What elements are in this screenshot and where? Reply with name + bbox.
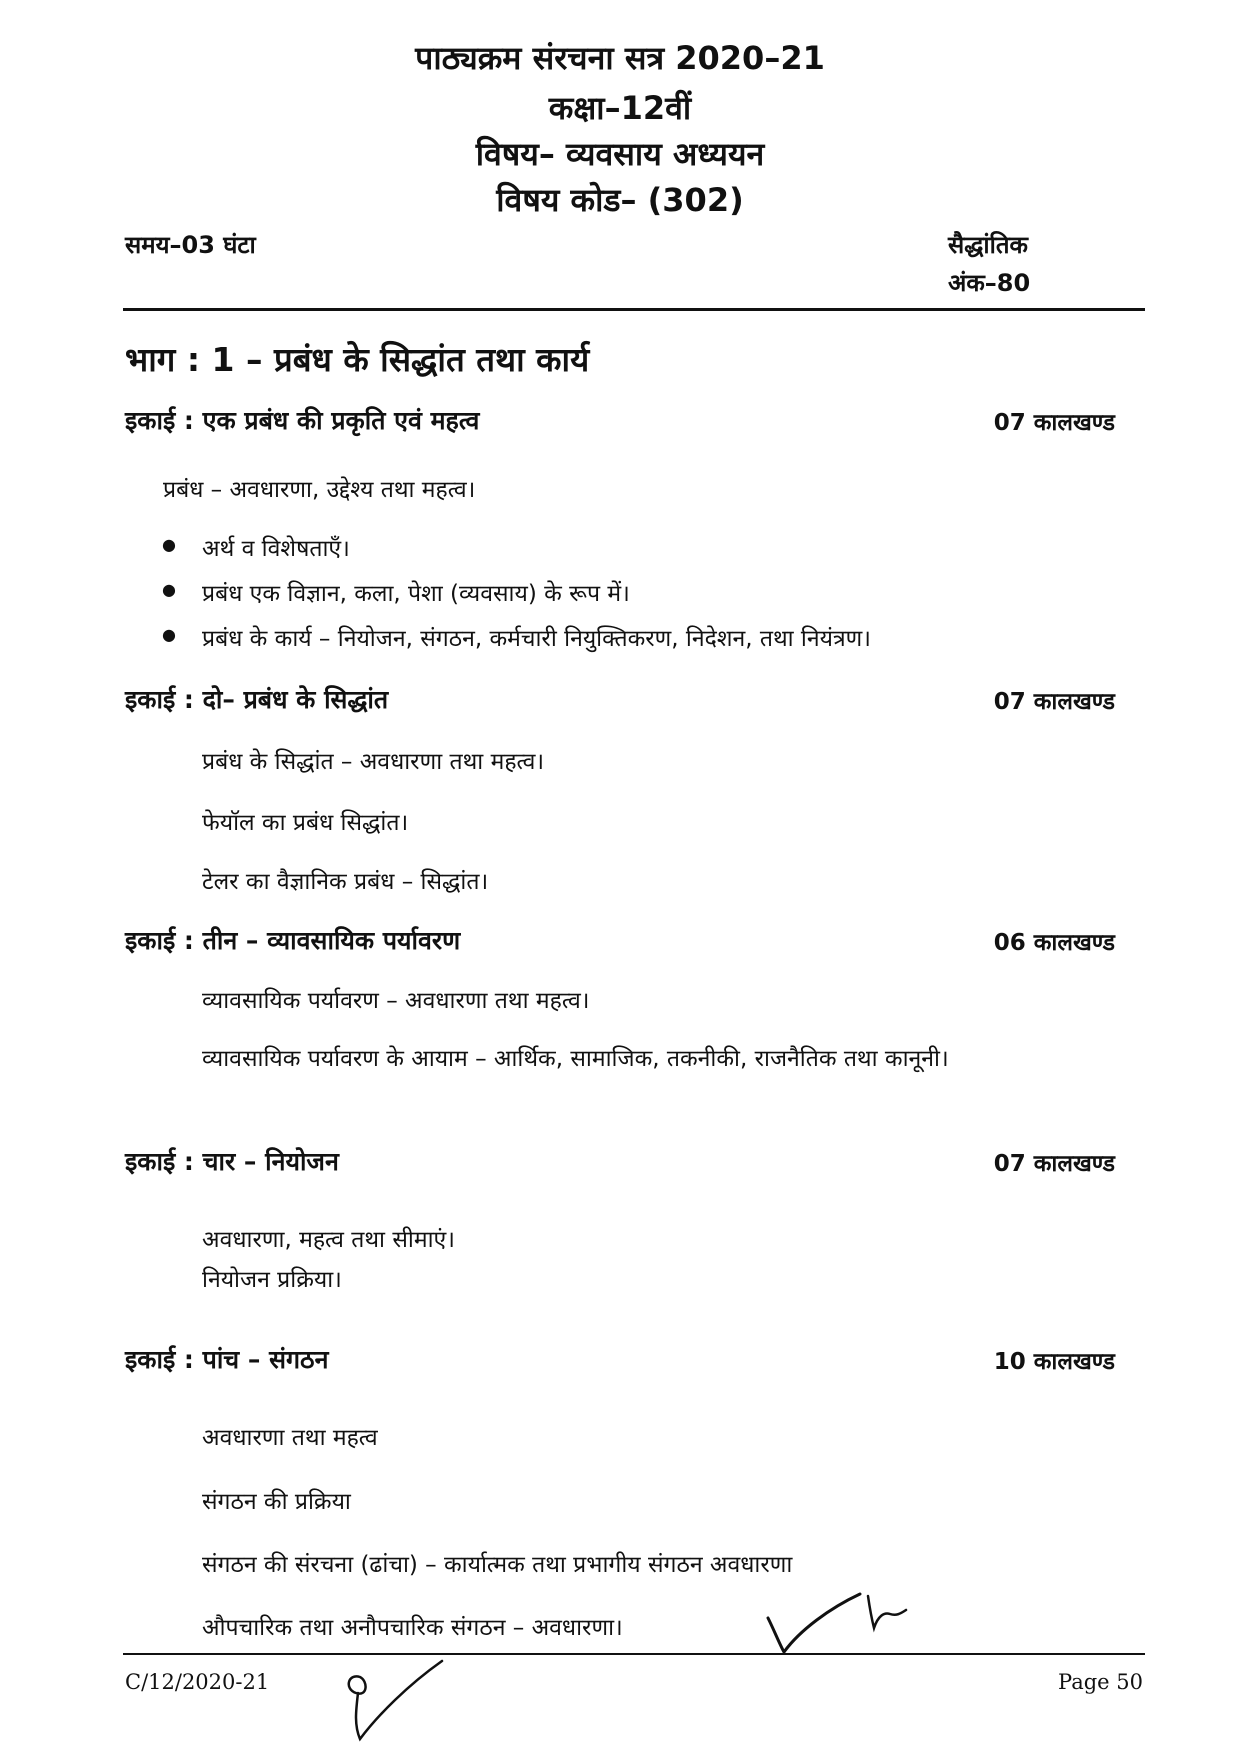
unit-5-line-3: संगठन की संरचना (ढांचा) – कार्यात्मक तथा प्रभागीय संगठन अवधारणा (202, 1552, 793, 1578)
document-title: पाठ्यक्रम संरचना सत्र 2020–21 (415, 39, 825, 77)
footer-divider (123, 1653, 1145, 1655)
unit-5-periods: 10 कालखण्ड (993, 1349, 1115, 1375)
exam-time: समय–03 घंटा (125, 231, 256, 259)
handwritten-check-mark (760, 1590, 910, 1660)
footer-page-number: Page 50 (1058, 1670, 1143, 1694)
unit-1-bullet-1: ● अर्थ व विशेषताएँ। (202, 531, 350, 563)
unit-1-periods: 07 कालखण्ड (993, 410, 1115, 436)
unit-4-line-2: नियोजन प्रक्रिया। (202, 1267, 342, 1293)
unit-2-line-2: फेयॉल का प्रबंध सिद्धांत। (202, 810, 409, 836)
unit-5-line-1: अवधारणा तथा महत्व (202, 1425, 378, 1451)
unit-4-periods: 07 कालखण्ड (993, 1151, 1115, 1177)
unit-2-line-1: प्रबंध के सिद्धांत – अवधारणा तथा महत्व। (202, 749, 545, 775)
unit-5-line-2: संगठन की प्रक्रिया (202, 1489, 351, 1515)
subject-heading: विषय– व्यवसाय अध्ययन (475, 135, 765, 173)
unit-1-bullet-3: ● प्रबंध के कार्य – नियोजन, संगठन, कर्मचारी नियुक्तिकरण, निदेशन, तथा नियंत्रण। (202, 621, 871, 653)
unit-2-title: इकाई : दो– प्रबंध के सिद्धांत (125, 685, 389, 714)
footer-document-code: C/12/2020-21 (125, 1670, 270, 1694)
unit-1-bullet-2: ● प्रबंध एक विज्ञान, कला, पेशा (व्यवसाय) के रूप में। (202, 576, 630, 608)
unit-2-line-3: टेलर का वैज्ञानिक प्रबंध – सिद्धांत। (202, 869, 489, 895)
unit-5-title: इकाई : पांच – संगठन (125, 1345, 329, 1374)
unit-3-line-1: व्यावसायिक पर्यावरण – अवधारणा तथा महत्व। (202, 988, 590, 1014)
header-divider (123, 308, 1145, 311)
unit-1-intro: प्रबंध – अवधारणा, उद्देश्य तथा महत्व। (163, 477, 476, 503)
unit-1-title: इकाई : एक प्रबंध की प्रकृति एवं महत्व (125, 406, 480, 435)
unit-3-line-2: व्यावसायिक पर्यावरण के आयाम – आर्थिक, सामाजिक, तकनीकी, राजनैतिक तथा कानूनी। (202, 1046, 949, 1072)
total-marks: अंक–80 (948, 269, 1031, 297)
handwritten-signature (338, 1655, 448, 1750)
class-heading: कक्षा–12वीं (548, 89, 692, 127)
unit-3-periods: 06 कालखण्ड (993, 930, 1115, 956)
unit-4-line-1: अवधारणा, महत्व तथा सीमाएं। (202, 1227, 455, 1253)
unit-2-periods: 07 कालखण्ड (993, 689, 1115, 715)
unit-3-title: इकाई : तीन – व्यावसायिक पर्यावरण (125, 926, 461, 955)
subject-code-heading: विषय कोड– (302) (496, 181, 744, 219)
part-title: भाग : 1 – प्रबंध के सिद्धांत तथा कार्य (125, 340, 590, 379)
unit-5-line-4: औपचारिक तथा अनौपचारिक संगठन – अवधारणा। (202, 1615, 623, 1641)
paper-type: सैद्धांतिक (948, 231, 1028, 259)
unit-4-title: इकाई : चार – नियोजन (125, 1147, 339, 1176)
